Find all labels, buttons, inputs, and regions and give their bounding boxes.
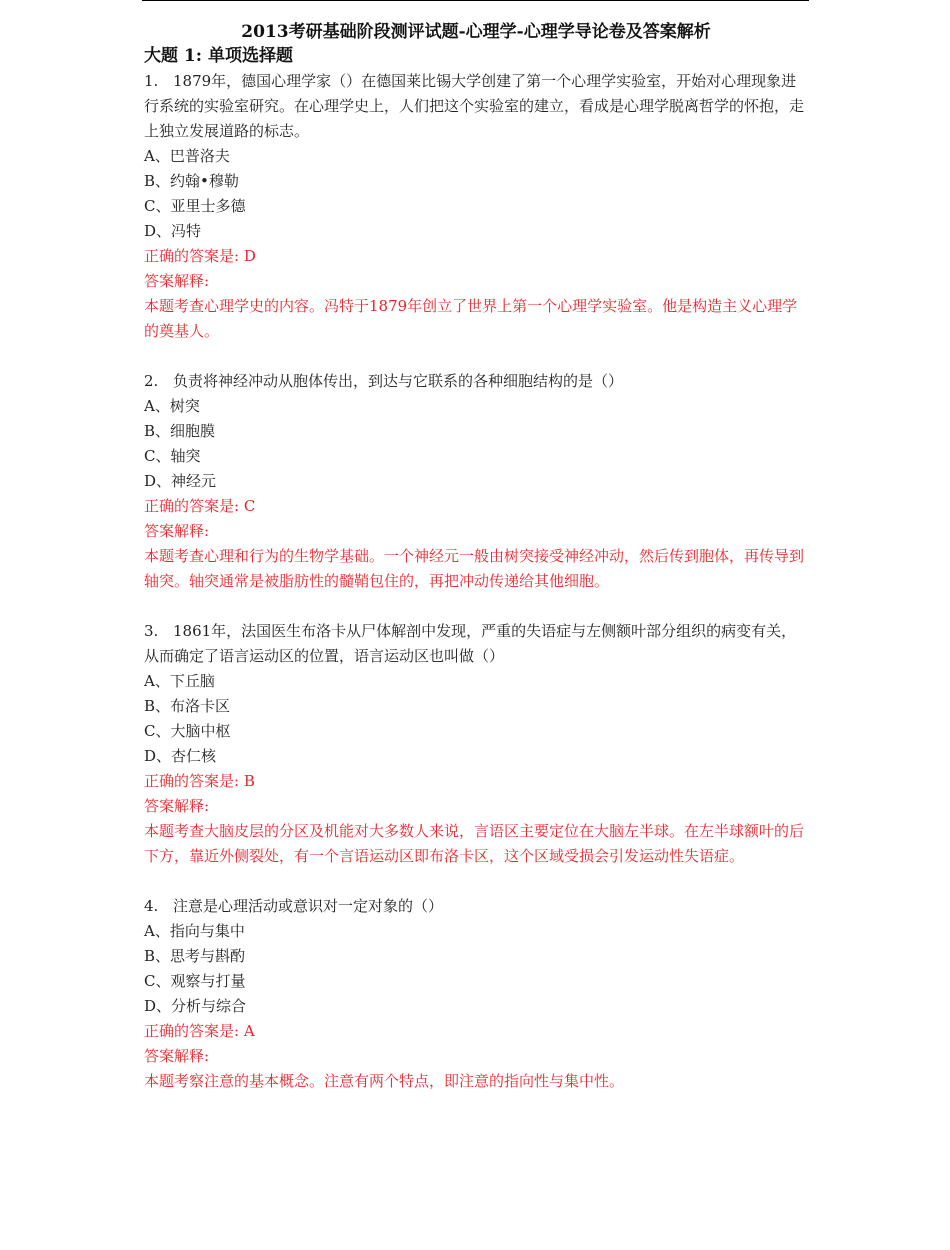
option-c: C、观察与打量 (144, 972, 246, 990)
question-stem (144, 69, 808, 144)
question-1 (144, 69, 808, 344)
question-number: 3. (144, 622, 159, 640)
explanation-text: 本题考查心理和行为的生物学基础。一个神经元一般由树突接受神经冲动，然后传到胞体，再传导到轴突。轴突通常是被脂肪性的髓鞘包住的，再把冲动传递给其他细胞。 (144, 547, 805, 590)
question-2 (144, 369, 808, 594)
document-page (144, 20, 808, 1119)
question-number: 2. (144, 372, 159, 390)
option-d: D、神经元 (144, 472, 217, 490)
correct-answer: 正确的答案是: A (144, 1022, 255, 1040)
explanation-text: 本题考察注意的基本概念。注意有两个特点，即注意的指向性与集中性。 (144, 1072, 625, 1090)
question-3 (144, 619, 808, 869)
explanation-label: 答案解释: (144, 797, 210, 815)
option-d: D、杏仁核 (144, 747, 217, 765)
option-c: C、大脑中枢 (144, 722, 231, 740)
option-b: B、约翰•穆勒 (144, 172, 239, 190)
option-a: A、下丘脑 (144, 672, 215, 690)
question-text: 1861年，法国医生布洛卡从尸体解剖中发现，严重的失语症与左侧额叶部分组织的病变有关，从而确定了语言运动区的位置，语言运动区也叫做（） (144, 622, 797, 665)
question-stem (144, 619, 808, 669)
correct-answer: 正确的答案是: B (144, 772, 255, 790)
option-a: A、巴普洛夫 (144, 147, 230, 165)
option-d: D、冯特 (144, 222, 202, 240)
explanation-label: 答案解释: (144, 272, 210, 290)
question-text: 注意是心理活动或意识对一定对象的（） (173, 897, 444, 915)
question-text: 1879年，德国心理学家（）在德国莱比锡大学创建了第一个心理学实验室，开始对心理现象进行系统的实验室研究。在心理学史上，人们把这个实验室的建立，看成是心理学脱离哲学的怀抱，走上独立发展道路的标志。 (144, 72, 805, 140)
correct-answer: 正确的答案是: C (144, 497, 256, 515)
option-b: B、细胞膜 (144, 422, 216, 440)
explanation-label: 答案解释: (144, 522, 210, 540)
document-title: 2013考研基础阶段测评试题-心理学-心理学导论卷及答案解析 (241, 22, 711, 42)
option-c: C、轴突 (144, 447, 201, 465)
question-number: 4. (144, 897, 159, 915)
correct-answer: 正确的答案是: D (144, 247, 256, 265)
explanation-text: 本题考查大脑皮层的分区及机能对大多数人来说，言语区主要定位在大脑左半球。在左半球额叶的后下方，靠近外侧裂处，有一个言语运动区即布洛卡区，这个区域受损会引发运动性失语症。 (144, 822, 805, 865)
question-stem (144, 894, 808, 919)
option-b: B、思考与斟酌 (144, 947, 246, 965)
question-text: 负责将神经冲动从胞体传出，到达与它联系的各种细胞结构的是（） (173, 372, 624, 390)
question-4 (144, 894, 808, 1094)
question-stem (144, 369, 808, 394)
option-c: C、亚里士多德 (144, 197, 246, 215)
option-d: D、分析与综合 (144, 997, 247, 1015)
explanation-text: 本题考查心理学史的内容。冯特于1879年创立了世界上第一个心理学实验室。他是构造主义心理学的奠基人。 (144, 297, 798, 340)
section-title: 大题 1: 单项选择题 (144, 46, 293, 66)
explanation-label: 答案解释: (144, 1047, 210, 1065)
option-a: A、指向与集中 (144, 922, 245, 940)
question-number: 1. (144, 72, 159, 90)
option-b: B、布洛卡区 (144, 697, 231, 715)
option-a: A、树突 (144, 397, 200, 415)
top-rule (142, 0, 809, 1)
